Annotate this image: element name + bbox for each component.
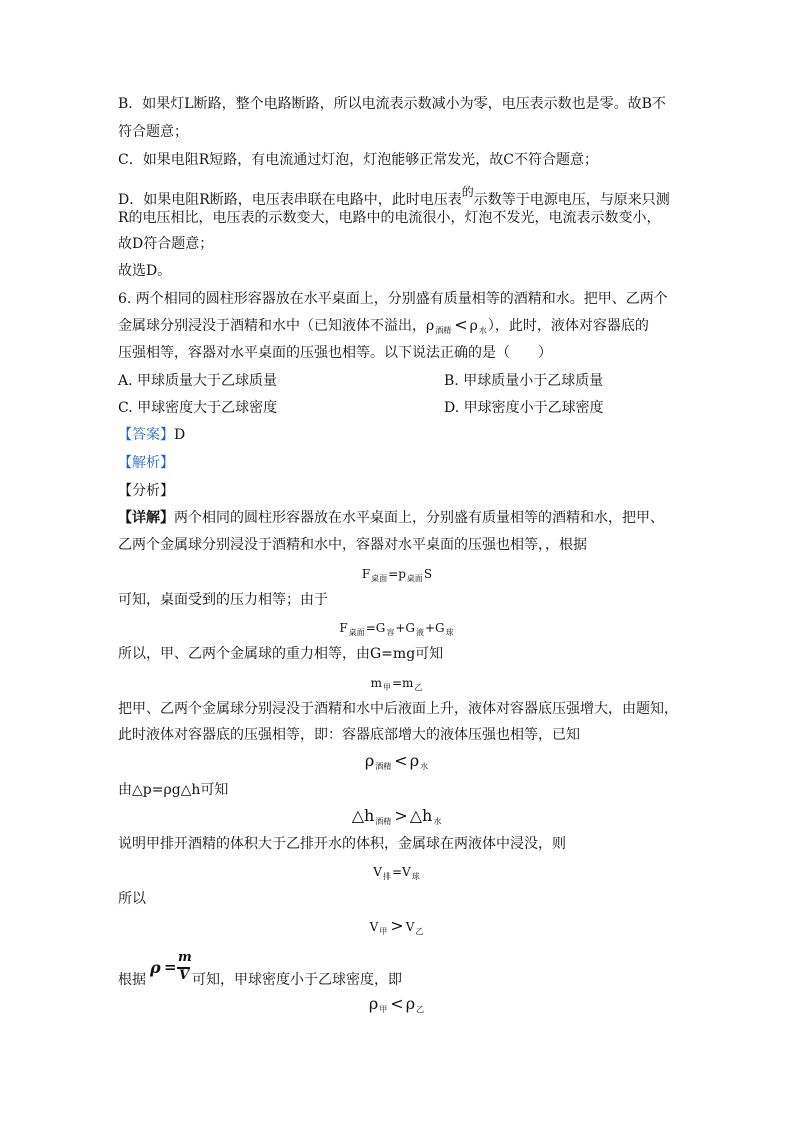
- question-6-line-2: 金属球分别浸没于酒精和水中（已知液体不溢出，$\rho_{酒精} < \rho_水$），此时，液体对容器底的: [118, 315, 649, 335]
- density-formula: ρ = m V: [150, 950, 192, 983]
- option-c-analysis: C．如果电阻R短路，有电流通过灯泡，灯泡能够正常发光，故C不符合题意；: [118, 152, 598, 168]
- formula-density-compare: $\rho_{酒精} < \rho_水$: [364, 751, 429, 771]
- option-b-analysis-line-1: B．如果灯L断路，整个电路断路，所以电流表示数减小为零，电压表示数也是零。故B不: [118, 96, 666, 112]
- question-6-line-3: 压强相等，容器对水平桌面的压强也相等。以下说法正确的是（ ）: [118, 345, 552, 361]
- formula-height-compare: $\triangle h_{酒精}$ > $\triangle h_水$: [351, 806, 442, 826]
- detail-text-2: 可知，桌面受到的压力相等；由于: [118, 592, 328, 608]
- answer-value: D: [174, 427, 186, 443]
- choose-statement: 故选D。: [118, 263, 172, 279]
- detail-text-9: 根据 可知，甲球密度小于乙球密度，即: [118, 972, 402, 988]
- option-d-analysis-line-3: 故D符合题意；: [118, 236, 214, 252]
- formula-f-sum: $F_{桌面}=G_容+G_液+G_球$: [339, 621, 454, 637]
- option-a: A. 甲球质量大于乙球质量: [118, 373, 278, 389]
- answer-tag: 【答案】: [118, 427, 174, 443]
- detail-text-4: 把甲、乙两个金属球分别浸没于酒精和水中后液面上升，液体对容器底压强增大，由题知，: [118, 701, 678, 717]
- option-d-analysis-line-1: D．如果电阻R断路，电压表串联在电路中，此时电压表的示数等于电源电压，与原来只测: [118, 185, 670, 208]
- option-c: C. 甲球密度大于乙球密度: [118, 400, 278, 416]
- formula-volume-compare: $V_甲 > V_乙$: [369, 916, 424, 936]
- detail-tag: 【详解】: [118, 510, 174, 526]
- detail-text-8: 所以: [118, 891, 146, 907]
- detail-text-5: 此时液体对容器底的压强相等，即：容器底部增大的液体压强也相等，已知: [118, 727, 580, 743]
- option-d: D. 甲球密度小于乙球密度: [444, 400, 604, 416]
- question-6-line-1: 6. 两个相同的圆柱形容器放在水平桌面上，分别盛有质量相等的酒精和水。把甲、乙两个: [118, 291, 668, 307]
- detail-text-6: 由△p=ρg△h可知: [118, 782, 229, 798]
- formula-f-pressure: $F_{桌面}=p_{桌面}S$: [361, 567, 433, 583]
- jiexi-heading: 【解析】: [118, 455, 174, 471]
- formula-final-density-compare: $\rho_甲 < \rho_乙$: [368, 994, 425, 1014]
- detail-line-1: 【详解】两个相同的圆柱形容器放在水平桌面上，分别盛有质量相等的酒精和水，把甲、: [118, 510, 664, 526]
- formula-mass-equal: $m_甲=m_乙$: [370, 676, 423, 692]
- option-b: B. 甲球质量小于乙球质量: [444, 373, 604, 389]
- formula-volume-equal: $V_排=V_球$: [373, 865, 420, 881]
- option-d-analysis-line-2: R的电压相比，电压表的示数变大，电路中的电流很小，灯泡不发光，电流表示数变小，: [118, 210, 661, 226]
- detail-text-3: 所以，甲、乙两个金属球的重力相等，由G=mg可知: [118, 646, 444, 662]
- option-b-analysis-line-2: 符合题意；: [118, 124, 188, 140]
- detail-line-2: 乙两个金属球分别浸没于酒精和水中，容器对水平桌面的压强也相等，，根据: [118, 537, 587, 553]
- answer-line: [118, 425, 185, 445]
- detail-text-7: 说明甲排开酒精的体积大于乙排开水的体积，金属球在两液体中浸没，则: [118, 836, 566, 852]
- fenxi-heading: 【分析】: [118, 483, 174, 499]
